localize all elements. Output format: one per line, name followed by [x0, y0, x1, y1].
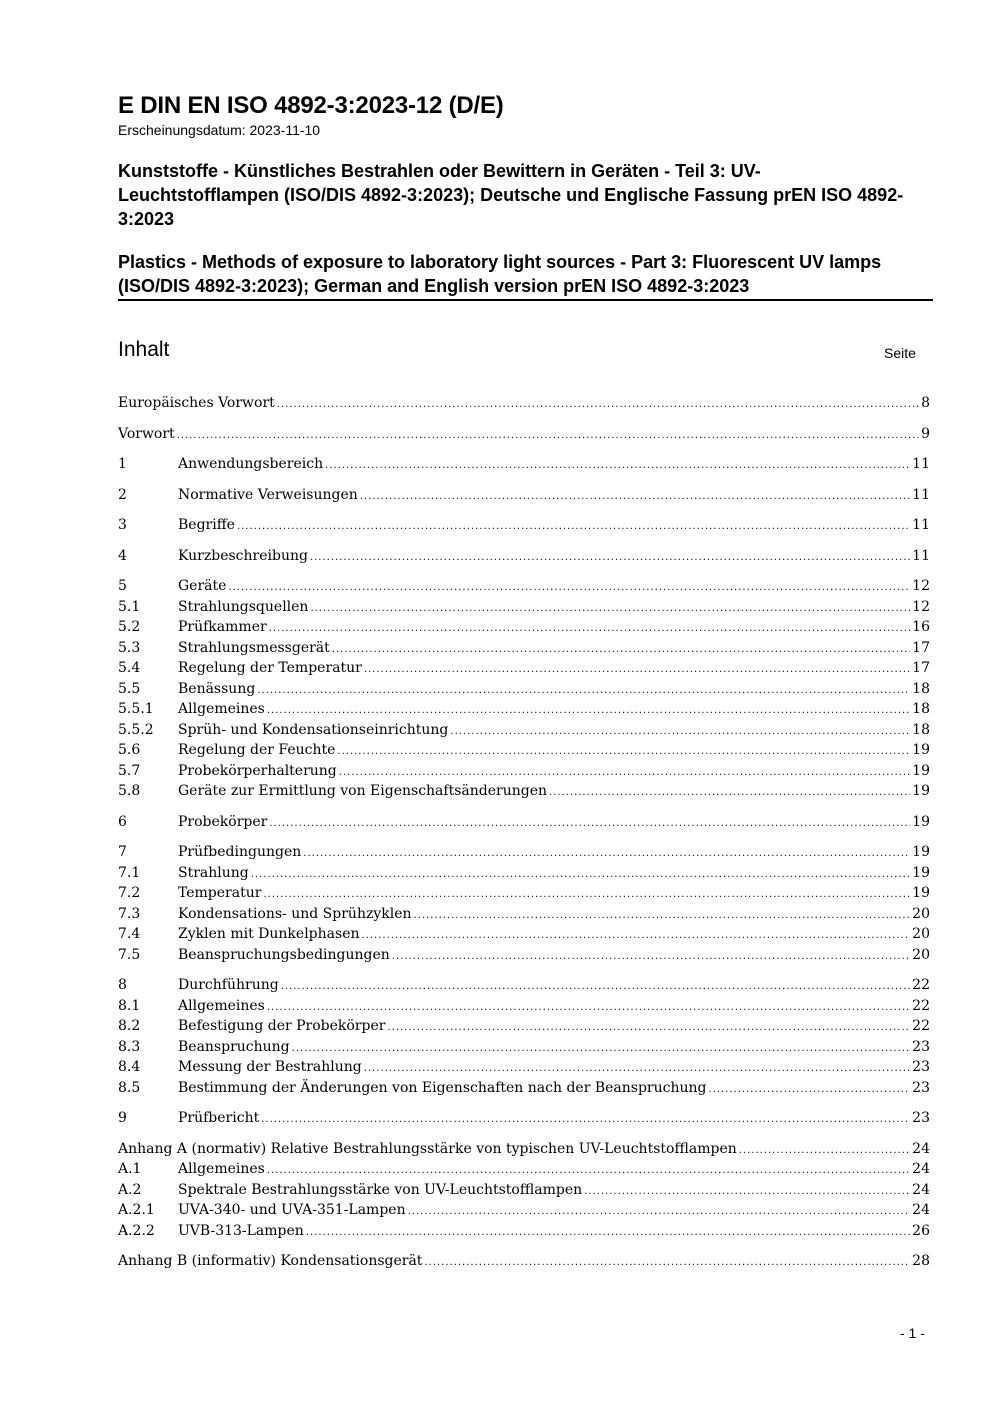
toc-entry[interactable] — [118, 740, 930, 761]
toc-entry[interactable] — [118, 924, 930, 945]
toc-entry[interactable] — [118, 1221, 930, 1242]
table-of-contents — [118, 393, 930, 1272]
dot-leader — [310, 599, 910, 620]
toc-entry-label: UVA-340- und UVA-351-Lampen — [178, 1202, 406, 1218]
toc-entry-page: 18 — [912, 721, 930, 738]
dot-leader — [332, 640, 910, 661]
dot-leader — [364, 660, 910, 681]
toc-entry-label: Regelung der Temperatur — [178, 660, 362, 676]
dot-leader — [424, 1253, 910, 1274]
toc-entry-label: Regelung der Feuchte — [178, 742, 336, 758]
toc-entry-page: 16 — [912, 619, 930, 635]
toc-entry[interactable] — [118, 1251, 930, 1272]
toc-entry[interactable] — [118, 883, 930, 904]
toc-entry[interactable] — [118, 679, 930, 700]
toc-entry-number: 5.3 — [118, 639, 141, 656]
toc-entry-label: Strahlungsquellen — [178, 598, 309, 615]
toc-entry[interactable] — [118, 904, 930, 925]
page-number: - 1 - — [900, 1325, 925, 1341]
toc-entry-label: Zyklen mit Dunkelphasen — [178, 926, 360, 942]
toc-entry[interactable] — [118, 485, 930, 506]
toc-entry[interactable] — [118, 617, 930, 638]
toc-entry-label: Prüfbericht — [178, 1110, 260, 1126]
toc-entry-label: Vorwort — [118, 425, 175, 442]
toc-entry-label: Beanspruchungsbedingungen — [178, 946, 390, 963]
toc-entry-number: 4 — [118, 547, 127, 564]
toc-entry-number: 8 — [118, 977, 127, 993]
toc-entry-number: 1 — [118, 456, 127, 472]
toc-entry-page: 17 — [912, 639, 930, 656]
toc-entry-number: 7 — [118, 844, 127, 860]
toc-entry-label: Europäisches Vorwort — [118, 395, 275, 411]
dot-leader — [228, 578, 910, 599]
dot-leader — [277, 395, 919, 416]
toc-entry-number: 2 — [118, 486, 127, 503]
toc-entry-page: 22 — [912, 977, 930, 993]
toc-entry[interactable] — [118, 576, 930, 597]
toc-entry-page: 20 — [912, 926, 930, 942]
toc-entry-label: Probekörperhalterung — [178, 762, 337, 779]
toc-entry-page: 9 — [921, 425, 930, 442]
toc-entry[interactable] — [118, 996, 930, 1017]
dot-leader — [310, 548, 910, 569]
toc-entry-label: Sprüh- und Kondensationseinrichtung — [178, 721, 449, 738]
toc-entry-page: 23 — [912, 1079, 930, 1096]
toc-entry[interactable] — [118, 863, 930, 884]
toc-entry-page: 22 — [912, 997, 930, 1014]
toc-entry-page: 24 — [912, 1140, 930, 1157]
title-english: Plastics - Methods of exposure to laboratory light sources - Part 3: Fluorescent UV lamps (ISO/DIS 4892-3:2023); German and English version prEN ISO 4892-3:2023 — [118, 250, 933, 301]
dot-leader — [267, 701, 910, 722]
toc-entry[interactable] — [118, 597, 930, 618]
toc-entry[interactable] — [118, 761, 930, 782]
toc-entry-number: 8.3 — [118, 1038, 141, 1055]
toc-entry[interactable] — [118, 1016, 930, 1037]
toc-entry-label: Geräte zur Ermittlung von Eigenschaftsänderungen — [178, 783, 547, 799]
toc-entry-page: 26 — [912, 1222, 930, 1239]
toc-entry-page: 20 — [912, 946, 930, 963]
dot-leader — [269, 814, 910, 835]
toc-entry-number: 7.5 — [118, 946, 141, 963]
toc-entry-number: 5.1 — [118, 598, 141, 615]
toc-entry-label: Strahlung — [178, 864, 249, 881]
dot-leader — [281, 977, 910, 998]
toc-entry-page: 23 — [912, 1059, 930, 1075]
toc-entry-page: 19 — [912, 813, 930, 830]
dot-leader — [584, 1182, 910, 1203]
toc-entry-number: 5.5.1 — [118, 701, 154, 717]
toc-entry-number: A.1 — [118, 1161, 142, 1177]
toc-entry-page: 19 — [912, 885, 930, 901]
toc-heading: Inhalt — [118, 338, 170, 361]
toc-entry-page: 18 — [912, 701, 930, 717]
dot-leader — [263, 885, 910, 906]
toc-entry-number: 8.2 — [118, 1018, 141, 1034]
toc-entry-label: Probekörper — [178, 813, 268, 830]
toc-entry-page: 19 — [912, 783, 930, 799]
toc-entry-label: Allgemeines — [178, 997, 265, 1014]
dot-leader — [362, 926, 911, 947]
dot-leader — [303, 844, 910, 865]
toc-entry-number: 5.2 — [118, 619, 141, 635]
toc-entry-number: 5.4 — [118, 660, 141, 676]
toc-entry-label: Prüfbedingungen — [178, 844, 302, 860]
toc-entry[interactable] — [118, 842, 930, 863]
dot-leader — [306, 1223, 910, 1244]
toc-entry[interactable] — [118, 515, 930, 536]
toc-entry-label: Anhang A (normativ) Relative Bestrahlungsstärke von typischen UV-Leuchtstofflampen — [118, 1140, 737, 1157]
toc-entry-label: Geräte — [178, 578, 227, 594]
toc-entry-label: Begriffe — [178, 517, 235, 533]
toc-entry-page: 19 — [912, 844, 930, 860]
toc-entry-number: 8.1 — [118, 997, 141, 1014]
toc-entry-label: Beanspruchung — [178, 1038, 290, 1055]
dot-leader — [257, 681, 910, 702]
toc-entry-page: 28 — [912, 1253, 930, 1269]
toc-entry-label: UVB-313-Lampen — [178, 1222, 304, 1239]
toc-page-label: Seite — [884, 345, 916, 361]
dot-leader — [267, 998, 910, 1019]
dot-leader — [450, 722, 910, 743]
dot-leader — [364, 1059, 910, 1080]
dot-leader — [261, 1110, 910, 1131]
toc-entry-page: 11 — [912, 456, 930, 472]
toc-entry-number: 7.3 — [118, 905, 141, 922]
title-german: Kunststoffe - Künstliches Bestrahlen oder Bewittern in Geräten - Teil 3: UV-Leuchtstofflampen (ISO/DIS 4892-3:2023); Deutsche und Englische Fassung prEN ISO 4892-3:2023 — [118, 161, 904, 229]
toc-entry[interactable] — [118, 699, 930, 720]
toc-entry-number: 8.4 — [118, 1059, 141, 1075]
toc-entry-number: 5.7 — [118, 762, 141, 779]
toc-entry-number: 7.2 — [118, 885, 141, 901]
toc-entry-page: 24 — [912, 1161, 930, 1177]
toc-entry[interactable] — [118, 720, 930, 741]
toc-entry-page: 11 — [912, 517, 930, 533]
toc-entry-label: Anwendungsbereich — [178, 456, 324, 472]
toc-entry[interactable] — [118, 424, 930, 445]
toc-entry-page: 20 — [912, 905, 930, 922]
toc-entry-label: Kondensations- und Sprühzyklen — [178, 905, 412, 922]
toc-entry-number: 7.1 — [118, 864, 141, 881]
toc-entry-label: Messung der Bestrahlung — [178, 1059, 362, 1075]
dot-leader — [292, 1039, 911, 1060]
toc-entry-number: 5.5.2 — [118, 721, 154, 738]
toc-entry-number: 9 — [118, 1110, 127, 1126]
toc-entry-label: Temperatur — [178, 885, 262, 901]
toc-entry[interactable] — [118, 1057, 930, 1078]
toc-entry[interactable] — [118, 812, 930, 833]
toc-entry-label: Anhang B (informativ) Kondensationsgerät — [118, 1253, 423, 1269]
toc-entry-number: 5.8 — [118, 783, 141, 799]
toc-entry-page: 19 — [912, 864, 930, 881]
dot-leader — [267, 1161, 910, 1182]
toc-entry[interactable] — [118, 1180, 930, 1201]
toc-entry-page: 23 — [912, 1038, 930, 1055]
toc-entry-number: 8.5 — [118, 1079, 141, 1096]
toc-entry-label: Allgemeines — [178, 1161, 265, 1177]
dot-leader — [549, 783, 910, 804]
dot-leader — [337, 742, 910, 763]
dot-leader — [387, 1018, 910, 1039]
dot-leader — [177, 426, 919, 447]
toc-entry-number: A.2.2 — [118, 1222, 155, 1239]
toc-entry-page: 12 — [912, 598, 930, 615]
toc-entry[interactable] — [118, 546, 930, 567]
toc-entry-page: 11 — [912, 547, 930, 564]
toc-entry[interactable] — [118, 945, 930, 966]
toc-entry-page: 12 — [912, 578, 930, 594]
toc-entry-page: 19 — [912, 762, 930, 779]
toc-entry[interactable] — [118, 454, 930, 475]
toc-entry[interactable] — [118, 975, 930, 996]
toc-entry-number: A.2.1 — [118, 1202, 155, 1218]
toc-entry-page: 17 — [912, 660, 930, 676]
toc-entry-label: Kurzbeschreibung — [178, 547, 308, 564]
toc-entry[interactable] — [118, 1037, 930, 1058]
toc-entry[interactable] — [118, 658, 930, 679]
toc-entry-label: Bestimmung der Änderungen von Eigenschaften nach der Beanspruchung — [178, 1079, 707, 1096]
toc-entry-label: Strahlungsmessgerät — [178, 639, 330, 656]
toc-entry-page: 24 — [912, 1202, 930, 1218]
toc-entry-label: Durchführung — [178, 977, 279, 993]
toc-entry-label: Normative Verweisungen — [178, 486, 358, 503]
toc-entry-number: 6 — [118, 813, 127, 830]
dot-leader — [739, 1141, 910, 1162]
dot-leader — [339, 763, 910, 784]
publication-date: Erscheinungsdatum: 2023-11-10 — [118, 122, 321, 138]
toc-entry-page: 8 — [921, 395, 930, 411]
dot-leader — [708, 1080, 910, 1101]
toc-entry[interactable] — [118, 393, 930, 414]
toc-entry[interactable] — [118, 638, 930, 659]
toc-entry-page: 18 — [912, 680, 930, 697]
toc-entry[interactable] — [118, 1159, 930, 1180]
toc-entry-label: Benässung — [178, 680, 256, 697]
document-id: E DIN EN ISO 4892-3:2023-12 (D/E) — [118, 92, 504, 119]
dot-leader — [325, 456, 910, 477]
toc-entry[interactable] — [118, 1108, 930, 1129]
toc-entry-page: 23 — [912, 1110, 930, 1126]
toc-entry-number: 5.6 — [118, 742, 141, 758]
toc-entry[interactable] — [118, 1200, 930, 1221]
toc-entry-number: 3 — [118, 517, 127, 533]
toc-entry-number: 7.4 — [118, 926, 141, 942]
dot-leader — [269, 619, 911, 640]
toc-entry[interactable] — [118, 1078, 930, 1099]
toc-entry-label: Allgemeines — [178, 701, 265, 717]
toc-entry-page: 24 — [912, 1181, 930, 1198]
toc-entry-label: Spektrale Bestrahlungsstärke von UV-Leuchtstofflampen — [178, 1181, 583, 1198]
dot-leader — [251, 865, 910, 886]
toc-entry-page: 11 — [912, 486, 930, 503]
dot-leader — [408, 1202, 911, 1223]
dot-leader — [414, 906, 911, 927]
toc-entry-page: 22 — [912, 1018, 930, 1034]
toc-entry[interactable] — [118, 1139, 930, 1160]
dot-leader — [392, 947, 910, 968]
toc-entry-number: A.2 — [118, 1181, 142, 1198]
toc-entry-label: Befestigung der Probekörper — [178, 1018, 386, 1034]
toc-entry[interactable] — [118, 781, 930, 802]
toc-entry-page: 19 — [912, 742, 930, 758]
toc-entry-label: Prüfkammer — [178, 619, 267, 635]
dot-leader — [360, 487, 910, 508]
dot-leader — [237, 517, 910, 538]
toc-entry-number: 5.5 — [118, 680, 141, 697]
toc-entry-number: 5 — [118, 578, 127, 594]
